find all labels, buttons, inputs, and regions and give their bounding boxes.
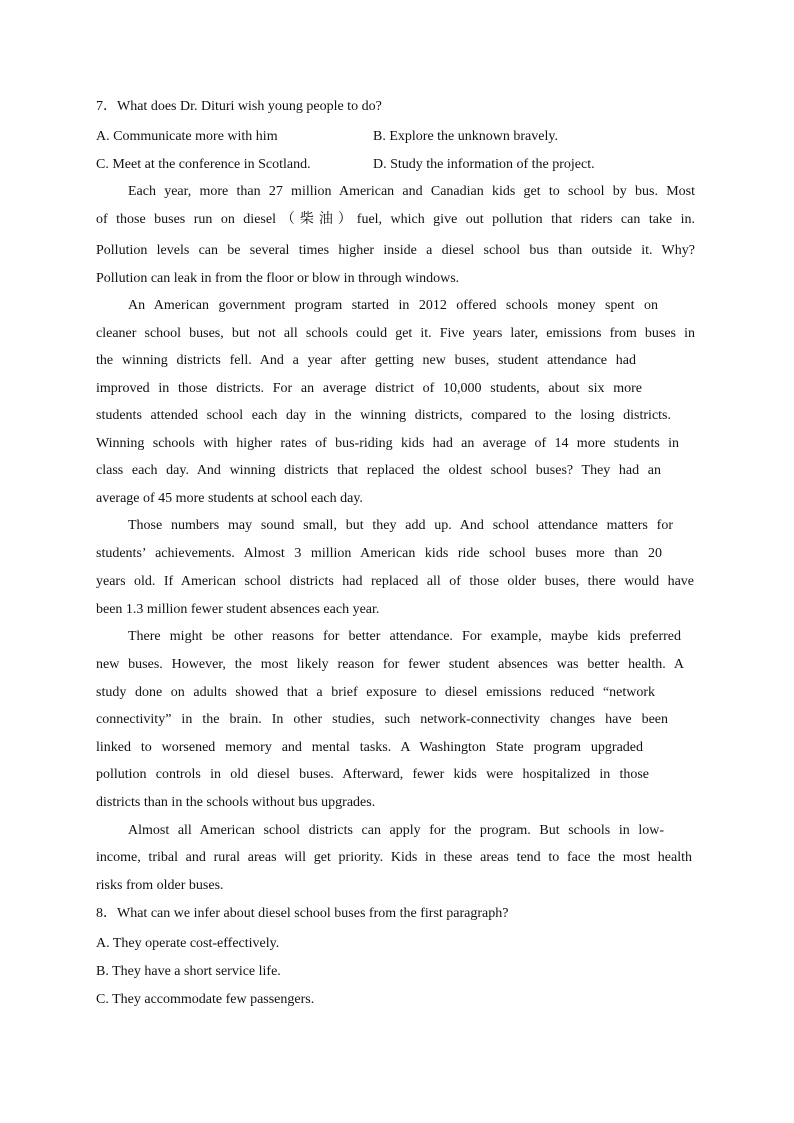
passage-line: study done on adults showed that a brief exposure to diesel emissions reduced “network: [96, 685, 655, 700]
passage-line: of those buses run on diesel（柴油）fuel, which give out pollution that riders can take in.: [96, 212, 695, 227]
passage-line: Pollution levels can be several times higher inside a diesel school bus than outside it. Why?: [96, 243, 695, 258]
passage-line: new buses. However, the most likely reason for fewer student absences was better health. A: [96, 657, 684, 672]
passage-line: income, tribal and rural areas will get priority. Kids in these areas tend to face the most health: [96, 850, 692, 865]
passage-line: An American government program started in 2012 offered schools money spent on: [128, 298, 658, 313]
passage-line: connectivity” in the brain. In other studies, such network-connectivity changes have been: [96, 712, 668, 727]
passage-line: Winning schools with higher rates of bus-riding kids had an average of 14 more students in: [96, 436, 679, 451]
passage-line: average of 45 more students at school each day.: [96, 491, 363, 506]
question-7-option-c: C. Meet at the conference in Scotland.: [96, 157, 311, 172]
passage-line: students’ achievements. Almost 3 million American kids ride school buses more than 20: [96, 546, 662, 561]
passage-line: the winning districts fell. And a year after getting new buses, student attendance had: [96, 353, 636, 368]
passage-line: cleaner school buses, but not all schools could get it. Five years later, emissions from buses in: [96, 326, 695, 341]
passage-line: districts than in the schools without bus upgrades.: [96, 795, 376, 810]
passage-line: linked to worsened memory and mental tasks. A Washington State program upgraded: [96, 740, 643, 755]
question-7-option-d: D. Study the information of the project.: [373, 157, 595, 172]
question-8-option-c: C. They accommodate few passengers.: [96, 992, 315, 1007]
question-7-option-b: B. Explore the unknown bravely.: [373, 129, 558, 144]
passage-line: There might be other reasons for better attendance. For example, maybe kids preferred: [128, 629, 681, 644]
question-8-stem: 8．What can we infer about diesel school buses from the first paragraph?: [96, 906, 509, 921]
question-8-option-b: B. They have a short service life.: [96, 964, 281, 979]
question-7-option-a: A. Communicate more with him: [96, 129, 278, 144]
question-7-stem: 7．What does Dr. Dituri wish young people to do?: [96, 99, 382, 114]
passage-line: students attended school each day in the winning districts, compared to the losing districts.: [96, 408, 671, 423]
passage-line: Almost all American school districts can apply for the program. But schools in low-: [128, 823, 664, 838]
passage-line: Pollution can leak in from the floor or blow in through windows.: [96, 271, 460, 286]
passage-line: risks from older buses.: [96, 878, 224, 893]
passage-line: years old. If American school districts had replaced all of those older buses, there would have: [96, 574, 694, 589]
passage-line: class each day. And winning districts that replaced the oldest school buses? They had an: [96, 463, 661, 478]
passage-line: been 1.3 million fewer student absences each year.: [96, 602, 380, 617]
question-8-option-a: A. They operate cost-effectively.: [96, 936, 280, 951]
passage-line: improved in those districts. For an average district of 10,000 students, about six more: [96, 381, 642, 396]
passage-line: Those numbers may sound small, but they add up. And school attendance matters for: [128, 518, 673, 533]
passage-line: pollution controls in old diesel buses. Afterward, fewer kids were hospitalized in those: [96, 767, 649, 782]
passage-line: Each year, more than 27 million American and Canadian kids get to school by bus. Most: [128, 184, 695, 199]
